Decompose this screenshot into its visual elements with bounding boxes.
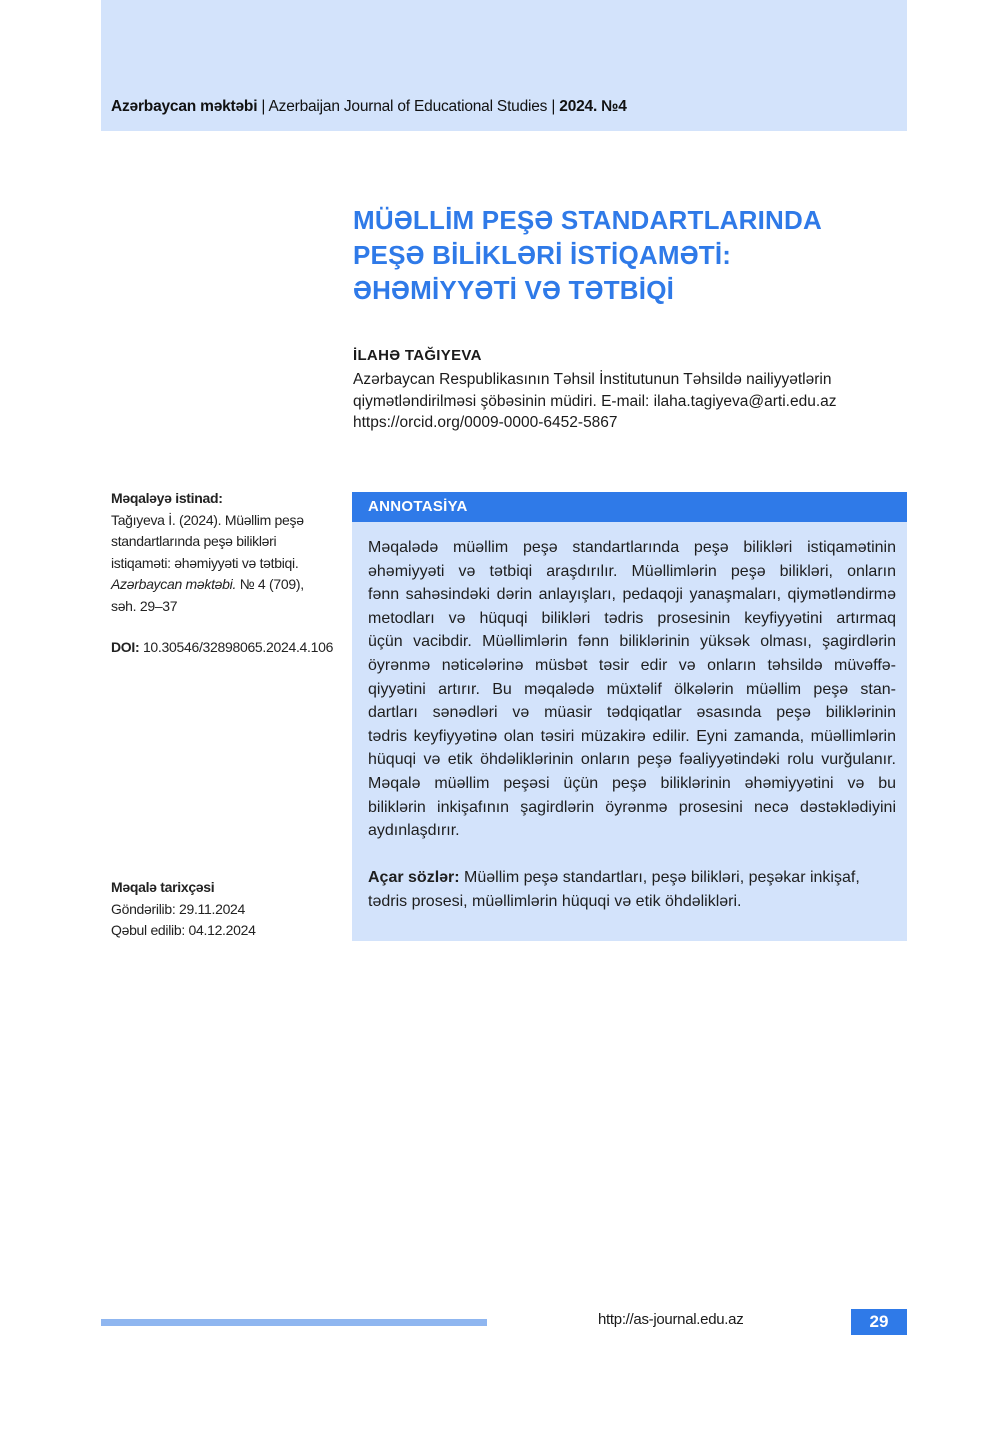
keywords	[368, 866, 896, 913]
abstract-line: aydınlaşdırır.	[368, 822, 460, 840]
issue-label: 2024. №4	[559, 98, 627, 115]
keywords-line	[368, 866, 896, 890]
abstract-line: Məqalədə müəllim peşə standartlarında peşə bilikləri istiqamətinin	[368, 539, 896, 556]
abstract-text	[368, 536, 896, 843]
citation-journal: Azərbaycan məktəbi.	[111, 576, 237, 593]
abstract-line: üçün vacibdir. Müəllimlərin fənn biliklərinin yüksək olması, şagirdlərin	[368, 633, 896, 651]
abstract-line: qiyyətini artırır. Bu məqalədə müxtəlif ölkələrin müəllim peşə stan-	[368, 680, 896, 698]
citation-block	[111, 488, 341, 618]
history-label: Məqalə tarixçəsi	[111, 879, 215, 895]
keywords-text: Müəllim peşə standartları, peşə bilikləri, peşəkar inkişaf,	[459, 869, 860, 886]
journal-name-az: Azərbaycan məktəbi	[111, 98, 258, 115]
citation-line: Tağıyeva İ. (2024). Müəllim peşə	[111, 511, 304, 528]
page-number: 29	[851, 1309, 907, 1335]
citation-line: standartlarında peşə bilikləri	[111, 533, 277, 550]
doi-line	[111, 637, 341, 659]
keywords-line: tədris prosesi, müəllimlərin hüquqi və etik öhdəlikləri.	[368, 892, 742, 910]
abstract-line: dartları sənədləri və müasir tədqiqatlar əsasında peşə biliklərinin	[368, 704, 896, 722]
affiliation-line: Azərbaycan Respublikasının Təhsil İnstitutunun Təhsildə nailiyyətlərin	[353, 371, 832, 388]
citation-pages: səh. 29–37	[111, 597, 178, 614]
author-name: İLAHƏ TAĞIYEVA	[353, 347, 482, 364]
running-header	[111, 98, 627, 116]
footer-bar	[101, 1319, 487, 1326]
footer-url-link[interactable]: http://as-journal.edu.az	[598, 1311, 744, 1328]
history-block	[111, 877, 341, 942]
header-separator: |	[257, 98, 269, 115]
accepted-date: Qəbul edilib: 04.12.2024	[111, 922, 256, 939]
abstract-heading: ANNOTASİYA	[352, 492, 907, 522]
abstract-line: öyrənmə nəticələrinə müsbət təsir edir və onların təhsildə müvəffə-	[368, 656, 896, 674]
header-separator: |	[547, 98, 560, 115]
doi-label: DOI:	[111, 639, 140, 655]
abstract-line: tədris keyfiyyətinə olan təsiri müzakirə edilir. Eyni zamanda, müəllimlərin	[368, 727, 896, 745]
article-title	[353, 203, 913, 308]
title-line: ƏHƏMİYYƏTİ VƏ TƏTBİQİ	[353, 275, 675, 305]
author-affiliation	[353, 369, 893, 434]
doi-block	[111, 637, 341, 659]
citation-label: Məqaləyə istinad:	[111, 490, 223, 506]
abstract-line: Məqalə müəllim peşəsi üçün peşə biliklərinin əhəmiyyətini və bu	[368, 774, 896, 792]
journal-name-en: Azerbaijan Journal of Educational Studies	[268, 98, 548, 115]
citation-line	[111, 574, 341, 596]
keywords-label: Açar sözlər:	[368, 869, 460, 886]
affiliation-line: qiymətləndirilməsi şöbəsinin müdiri. E-mail: ilaha.tagiyeva@arti.edu.az	[353, 392, 837, 410]
abstract-line: metodları və hüquqi bilikləri tədris prosesinin keyfiyyətini artırmaq	[368, 609, 896, 627]
citation-line: istiqaməti: əhəmiyyəti və tətbiqi.	[111, 554, 299, 571]
orcid-link[interactable]: https://orcid.org/0009-0000-6452-5867	[353, 414, 618, 431]
abstract-line: hüquqi və etik öhdəliklərinin onların peşə fəaliyyətindəki rolu vurğulanır.	[368, 751, 896, 769]
submitted-date: Göndərilib: 29.11.2024	[111, 900, 246, 917]
citation-issue: № 4 (709),	[236, 576, 304, 593]
abstract-line: biliklərin inkişafının şagirdlərin öyrənmə prosesini necə dəstəklədiyini	[368, 798, 896, 816]
abstract-line: əhəmiyyəti və tətbiqi araşdırılır. Müəllimlərin peşə bilikləri, onların	[368, 562, 896, 580]
doi-value[interactable]: 10.30546/32898065.2024.4.106	[139, 639, 334, 655]
abstract-line: fənn sahəsindəki dərin anlayışları, pedaqoji yanaşmaları, qiymətləndirmə	[368, 586, 896, 604]
abstract-box	[352, 492, 907, 941]
title-line: PEŞƏ BİLİKLƏRİ İSTİQAMƏTİ:	[353, 240, 732, 270]
title-line: MÜƏLLİM PEŞƏ STANDARTLARINDA	[353, 205, 822, 235]
